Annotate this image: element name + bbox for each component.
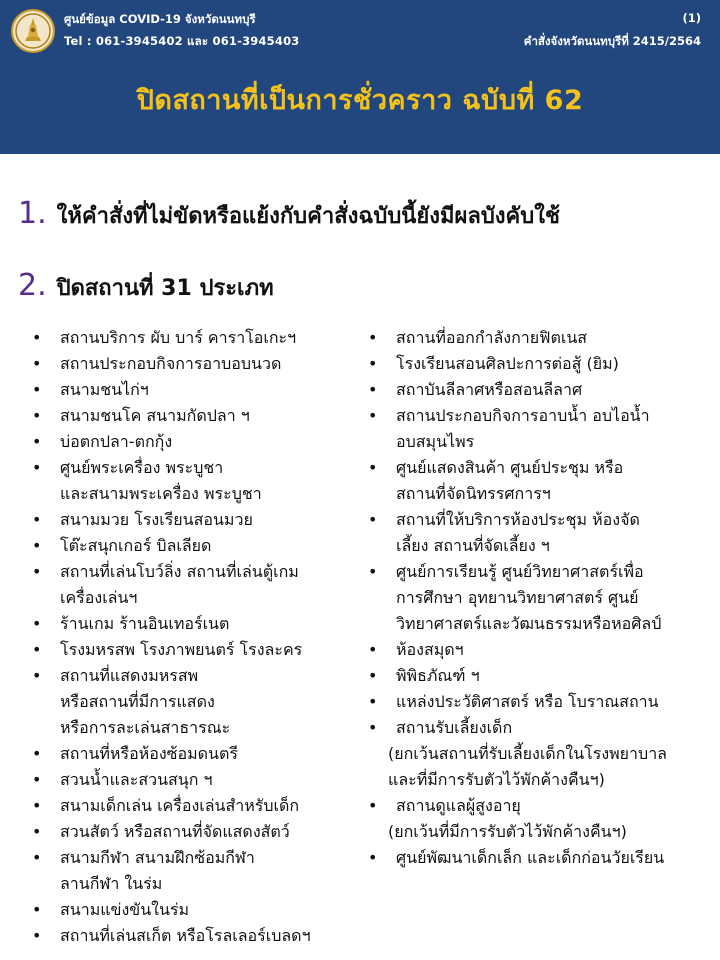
list-item-line: สถานดูแลผู้สูงอายุ bbox=[396, 796, 521, 815]
bullet-icon: • bbox=[32, 354, 42, 373]
list-item bbox=[368, 403, 713, 455]
list-item-line: สถานที่หรือห้องซ้อมดนตรี bbox=[60, 744, 238, 763]
page-number: (1) bbox=[682, 11, 701, 25]
list-item-line: สนามชนไก่ฯ bbox=[60, 380, 149, 399]
bullet-icon: • bbox=[368, 510, 378, 529]
list-item bbox=[32, 845, 362, 897]
point-2-text: ปิดสถานที่ 31 ประเภท bbox=[56, 276, 274, 301]
bullet-icon: • bbox=[32, 822, 42, 841]
list-item-line: ศูนย์พระเครื่อง พระบูชา bbox=[60, 458, 224, 477]
bullet-icon: • bbox=[32, 796, 42, 815]
list-item-line: โรงเรียนสอนศิลปะการต่อสู้ (ยิม) bbox=[396, 354, 619, 373]
list-item-line: และที่มีการรับตัวไว้พักค้างคืนฯ) bbox=[388, 770, 605, 789]
bullet-icon: • bbox=[368, 328, 378, 347]
list-item-line: และสนามพระเครื่อง พระบูชา bbox=[60, 484, 262, 503]
bullet-icon: • bbox=[32, 432, 42, 451]
provincial-seal-logo bbox=[11, 9, 55, 53]
header-banner bbox=[0, 0, 720, 154]
list-item bbox=[368, 325, 713, 351]
list-item-line: วิทยาศาสตร์และวัฒนธรรมหรือหอศิลป์ bbox=[396, 614, 662, 633]
list-item-line: เครื่องเล่นฯ bbox=[60, 588, 138, 607]
list-item-line: สถาบันลีลาศหรือสอนลีลาศ bbox=[396, 380, 583, 399]
bullet-icon: • bbox=[368, 666, 378, 685]
list-item-line: สถานที่แสดงมหรสพ bbox=[60, 666, 199, 685]
list-item bbox=[368, 715, 713, 793]
bullet-icon: • bbox=[368, 406, 378, 425]
list-item bbox=[32, 741, 362, 767]
list-item-line: สวนสัตว์ หรือสถานที่จัดแสดงสัตว์ bbox=[60, 822, 290, 841]
list-item bbox=[32, 637, 362, 663]
list-item-line: สถานประกอบกิจการอาบอบนวด bbox=[60, 354, 282, 373]
list-item-line: ร้านเกม ร้านอินเทอร์เนต bbox=[60, 614, 230, 633]
list-item-line: สนามเด็กเล่น เครื่องเล่นสำหรับเด็ก bbox=[60, 796, 300, 815]
list-item-line: ศูนย์การเรียนรู้ ศูนย์วิทยาศาสตร์เพื่อ bbox=[396, 562, 644, 581]
list-item-line: สถานที่เล่นโบว์ลิ่ง สถานที่เล่นตู้เกม bbox=[60, 562, 299, 581]
list-item-line: พิพิธภัณฑ์ ฯ bbox=[396, 666, 480, 685]
list-item-line: สนามมวย โรงเรียนสอนมวย bbox=[60, 510, 253, 529]
list-item-line: สถานที่ออกกำลังกายฟิตเนส bbox=[396, 328, 588, 347]
list-item bbox=[32, 429, 362, 455]
bullet-icon: • bbox=[368, 640, 378, 659]
list-item bbox=[32, 611, 362, 637]
list-item-line: สถานที่เล่นสเก็ต หรือโรลเลอร์เบลดฯ bbox=[60, 926, 311, 945]
bullet-icon: • bbox=[368, 718, 378, 737]
list-item bbox=[368, 351, 713, 377]
bullet-icon: • bbox=[32, 510, 42, 529]
closed-places-list-left bbox=[32, 325, 362, 949]
closed-places-list-right bbox=[368, 325, 713, 871]
list-item-line: การศึกษา อุทยานวิทยาศาสตร์ ศูนย์ bbox=[396, 588, 639, 607]
list-item-line: สถานที่ให้บริการห้องประชุม ห้องจัด bbox=[396, 510, 640, 529]
center-name: ศูนย์ข้อมูล COVID-19 จังหวัดนนทบุรี bbox=[64, 12, 256, 26]
list-item-line: ห้องสมุดฯ bbox=[396, 640, 464, 659]
list-item bbox=[32, 819, 362, 845]
list-item-line: สถานบริการ ผับ บาร์ คาราโอเกะฯ bbox=[60, 328, 297, 347]
list-item bbox=[32, 793, 362, 819]
list-item bbox=[368, 845, 713, 871]
list-item-line: บ่อตกปลา-ตกกุ้ง bbox=[60, 432, 173, 451]
list-item bbox=[32, 351, 362, 377]
list-item bbox=[368, 559, 713, 637]
list-item-line: (ยกเว้นสถานที่รับเลี้ยงเด็กในโรงพยาบาล bbox=[388, 744, 667, 763]
bullet-icon: • bbox=[32, 926, 42, 945]
list-item-line: แหล่งประวัติศาสตร์ หรือ โบราณสถาน bbox=[396, 692, 659, 711]
list-item bbox=[32, 403, 362, 429]
point-2 bbox=[18, 268, 274, 305]
point-1-number: 1. bbox=[18, 196, 47, 231]
list-item bbox=[368, 507, 713, 559]
bullet-icon: • bbox=[368, 796, 378, 815]
bullet-icon: • bbox=[32, 380, 42, 399]
list-item-line: (ยกเว้นที่มีการรับตัวไว้พักค้างคืนฯ) bbox=[388, 822, 627, 841]
list-item-line: สนามชนโค สนามกัดปลา ฯ bbox=[60, 406, 250, 425]
center-telephone: Tel : 061-3945402 และ 061-3945403 bbox=[64, 34, 300, 48]
bullet-icon: • bbox=[32, 536, 42, 555]
bullet-icon: • bbox=[368, 848, 378, 867]
bullet-icon: • bbox=[368, 458, 378, 477]
bullet-icon: • bbox=[32, 770, 42, 789]
list-item-line: สถานรับเลี้ยงเด็ก bbox=[396, 718, 513, 737]
point-2-number: 2. bbox=[18, 268, 47, 303]
list-item-line: หรือสถานที่มีการแสดง bbox=[60, 692, 215, 711]
list-item bbox=[32, 507, 362, 533]
list-item-line: หรือการละเล่นสาธารณะ bbox=[60, 718, 231, 737]
list-item bbox=[32, 325, 362, 351]
bullet-icon: • bbox=[32, 640, 42, 659]
list-item-line: ศูนย์แสดงสินค้า ศูนย์ประชุม หรือ bbox=[396, 458, 624, 477]
list-item-line: สถานที่จัดนิทรรศการฯ bbox=[396, 484, 551, 503]
list-item bbox=[32, 923, 362, 949]
list-item-line: สวนน้ำและสวนสนุก ฯ bbox=[60, 770, 213, 789]
point-1 bbox=[18, 196, 560, 233]
bullet-icon: • bbox=[368, 354, 378, 373]
bullet-icon: • bbox=[368, 562, 378, 581]
list-item bbox=[32, 897, 362, 923]
order-number: คำสั่งจังหวัดนนทบุรีที่ 2415/2564 bbox=[523, 34, 701, 48]
list-item bbox=[368, 793, 713, 845]
bullet-icon: • bbox=[368, 692, 378, 711]
bullet-icon: • bbox=[32, 744, 42, 763]
bullet-icon: • bbox=[32, 848, 42, 867]
page-title: ปิดสถานที่เป็นการชั่วคราว ฉบับที่ 62 bbox=[136, 85, 584, 116]
list-item bbox=[368, 689, 713, 715]
list-item-line: สนามกีฬา สนามฝึกซ้อมกีฬา bbox=[60, 848, 255, 867]
bullet-icon: • bbox=[32, 900, 42, 919]
list-item-line: สถานประกอบกิจการอาบน้ำ อบไอน้ำ bbox=[396, 406, 650, 425]
bullet-icon: • bbox=[32, 328, 42, 347]
bullet-icon: • bbox=[32, 562, 42, 581]
list-item-line: เลี้ยง สถานที่จัดเลี้ยง ฯ bbox=[396, 536, 550, 555]
list-item bbox=[368, 455, 713, 507]
list-item-line: สนามแข่งขันในร่ม bbox=[60, 900, 190, 919]
list-item bbox=[32, 767, 362, 793]
list-item bbox=[32, 377, 362, 403]
list-item bbox=[32, 663, 362, 741]
list-item-line: ศูนย์พัฒนาเด็กเล็ก และเด็กก่อนวัยเรียน bbox=[396, 848, 665, 867]
list-item bbox=[368, 637, 713, 663]
list-item-line: อบสมุนไพร bbox=[396, 432, 475, 451]
list-item bbox=[368, 663, 713, 689]
list-item-line: ลานกีฬา ในร่ม bbox=[60, 874, 163, 893]
bullet-icon: • bbox=[32, 666, 42, 685]
list-item-line: โรงมหรสพ โรงภาพยนตร์ โรงละคร bbox=[60, 640, 303, 659]
bullet-icon: • bbox=[32, 614, 42, 633]
list-item bbox=[32, 455, 362, 507]
bullet-icon: • bbox=[32, 406, 42, 425]
list-item bbox=[368, 377, 713, 403]
list-item-line: โต๊ะสนุกเกอร์ บิลเลียด bbox=[60, 536, 212, 555]
list-item bbox=[32, 533, 362, 559]
bullet-icon: • bbox=[368, 380, 378, 399]
list-item bbox=[32, 559, 362, 611]
point-1-text: ให้คำสั่งที่ไม่ขัดหรือแย้งกับคำสั่งฉบับนี้ยังมีผลบังคับใช้ bbox=[56, 204, 560, 229]
bullet-icon: • bbox=[32, 458, 42, 477]
